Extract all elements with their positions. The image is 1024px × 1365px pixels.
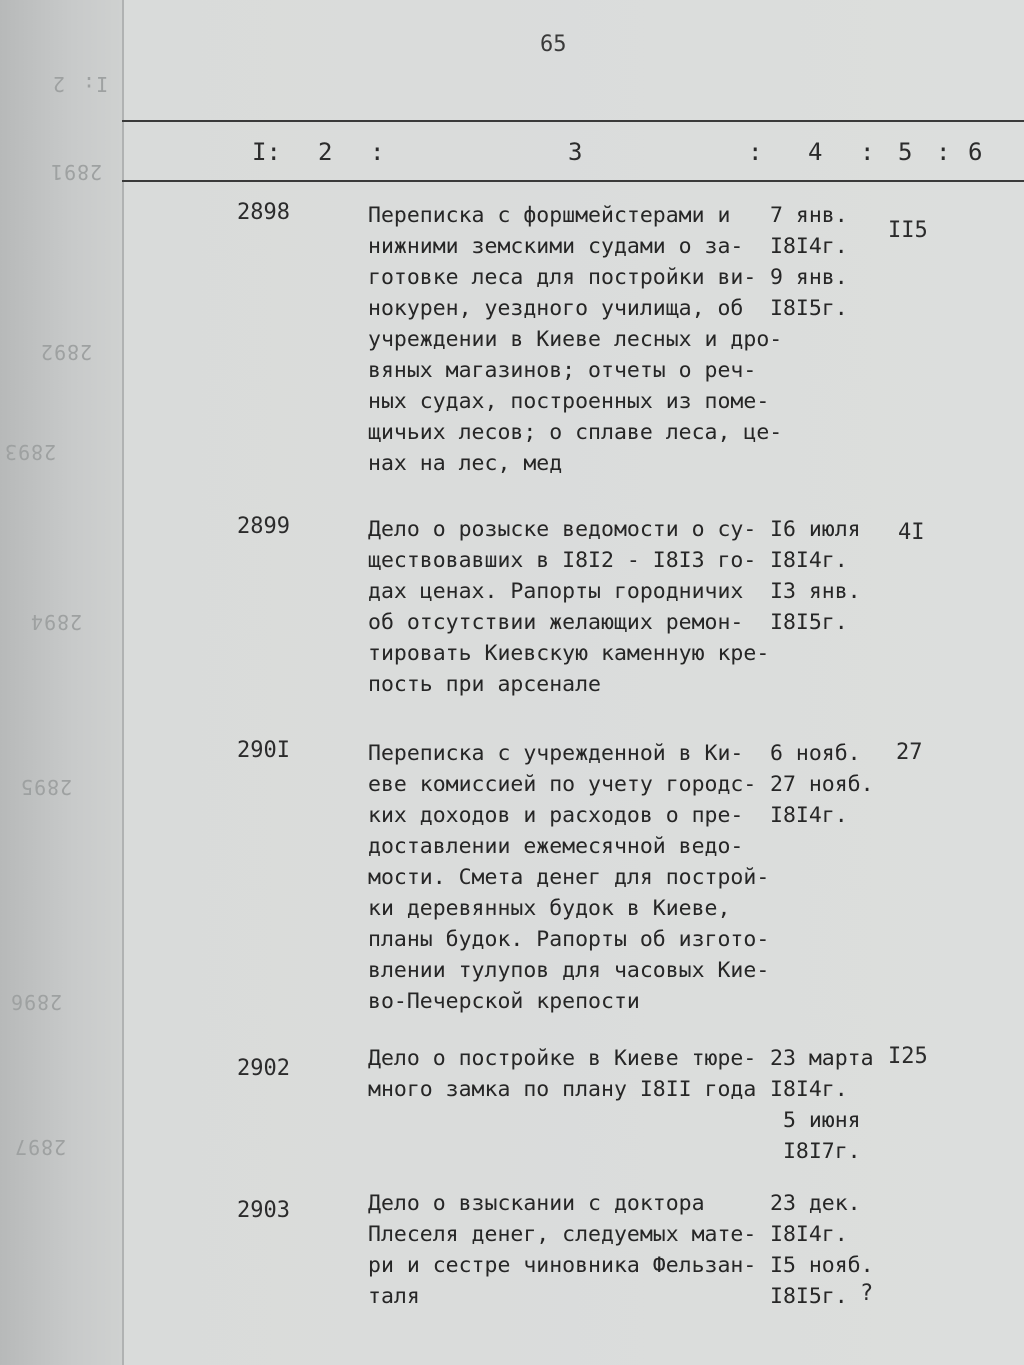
entry-description: Переписка с учрежденной в Ки- еве комиссией по учету городс- ких доходов и расходов о пре- доставлении ежемесячной ведо- мости. Смета денег для построй- ки деревянных будок в Киеве, планы будок. Рапорты об изгото- влении тулупов для часовых Кие- во-Печерской крепости	[368, 741, 770, 1014]
entry-dates: 23 марта I8I4г. 5 июня I8I7г.	[770, 1046, 874, 1164]
column-header-5: 5	[898, 138, 913, 166]
entry-description: Дело о постройке в Киеве тюре- много замка по плану I8II года	[368, 1046, 757, 1102]
entry-sheet-count: 4I	[898, 520, 925, 545]
entry-dates: I6 июля I8I4г. I3 янв. I8I5г.	[770, 517, 861, 635]
entry-description: Дело о взыскании с доктора Плеселя денег, следуемых мате- ри и сестре чиновника Фельзан- таля	[368, 1191, 757, 1309]
column-header-3: 3	[568, 138, 583, 166]
prev-page-number-2893: 2893	[4, 440, 57, 464]
prev-page-number-2895: 2895	[20, 775, 73, 799]
entry-description: Переписка с форшмейстерами и нижними земскими судами о за- готовке леса для постройки ви- нокурен, уездного училища, об учреждении в Киеве лесных и дро- вяных магазинов; отчеты о реч- ных судах, построенных из поме- щичьих лесов; о сплаве леса, це- нах на лес, мед	[368, 203, 783, 476]
column-header-1: I:	[252, 138, 281, 166]
prev-page-number-2897: 2897	[14, 1135, 67, 1159]
column-header-6: 6	[968, 138, 983, 166]
column-header-2: 2	[318, 138, 333, 166]
column-separator: :	[860, 138, 875, 166]
column-separator: :	[936, 138, 951, 166]
prev-page-number-2894: 2894	[30, 610, 83, 634]
prev-page-header-1: 2	[52, 72, 66, 96]
prev-page-number-2891: 2891	[50, 160, 103, 184]
entry-description: Дело о розыске ведомости о су- ществовавших в I8I2 - I8I3 го- дах ценах. Рапорты городничих об отсутствии желающих ремон- тировать Киевскую каменную кре- пость при арсенале	[368, 517, 770, 697]
prev-page-number-2892: 2892	[40, 340, 93, 364]
entry-id: 2902	[237, 1056, 290, 1081]
column-separator: :	[370, 138, 385, 166]
entry-sheet-count: II5	[888, 218, 928, 243]
prev-page-header-2: I:	[82, 72, 109, 96]
entry-sheet-count: 27	[896, 740, 923, 765]
previous-page-edge	[0, 0, 124, 1365]
entry-id: 290I	[237, 738, 290, 763]
entry-id: 2903	[237, 1198, 290, 1223]
column-separator: :	[748, 138, 763, 166]
entry-id: 2899	[237, 514, 290, 539]
entry-sheet-count: ?	[860, 1281, 874, 1306]
entry-sheet-count: I25	[888, 1044, 928, 1069]
entry-dates: 23 дек. I8I4г. I5 нояб. I8I5г.	[770, 1191, 874, 1309]
entry-dates: 6 нояб. 27 нояб. I8I4г.	[770, 741, 874, 828]
column-header-4: 4	[808, 138, 823, 166]
prev-page-number-2896: 2896	[10, 990, 63, 1014]
entry-id: 2898	[237, 200, 290, 225]
header-top-rule	[122, 120, 1024, 122]
entry-dates: 7 янв. I8I4г. 9 янв. I8I5г.	[770, 203, 848, 321]
header-bottom-rule	[122, 180, 1024, 182]
page-number: 65	[540, 32, 567, 57]
